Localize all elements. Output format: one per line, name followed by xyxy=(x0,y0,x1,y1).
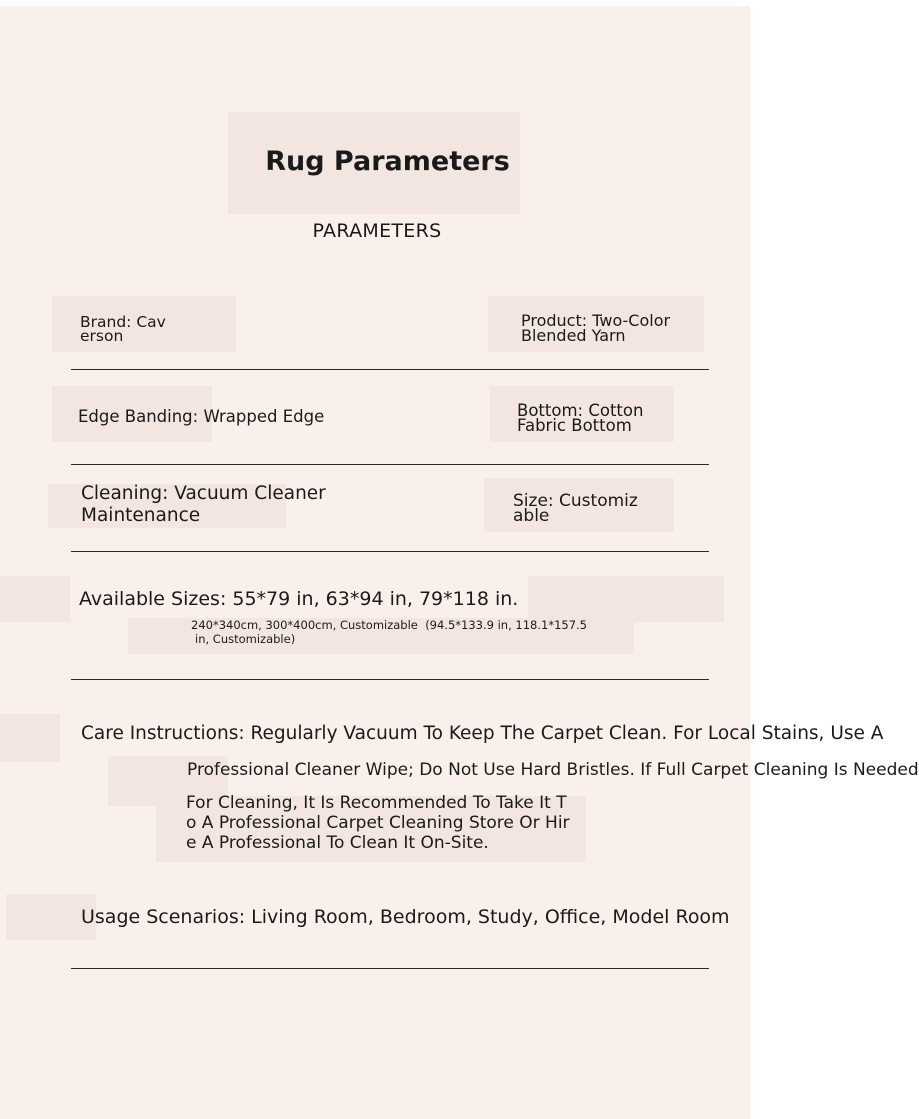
param-bottom: Bottom: Cotton Fabric Bottom xyxy=(517,401,644,435)
divider-2 xyxy=(71,464,709,465)
divider-5 xyxy=(71,968,709,969)
care-backdrop-left xyxy=(0,714,60,762)
param-brand: Brand: Caverson xyxy=(80,313,166,345)
param-size: Size: Customizable xyxy=(513,491,638,526)
divider-3 xyxy=(71,551,709,552)
section-subtitle: PARAMETERS xyxy=(312,220,442,242)
param-cleaning: Cleaning: Vacuum Cleaner Maintenance xyxy=(81,483,326,526)
care-instructions-line-1: Care Instructions: Regularly Vacuum To Keep The Carpet Clean. For Local Stains, Use A xyxy=(81,723,884,744)
parameter-sheet xyxy=(0,6,919,1119)
divider-1 xyxy=(71,369,709,370)
param-product: Product: Two-Color Blended Yarn xyxy=(521,311,671,345)
care-instructions-line-3: For Cleaning, It Is Recommended To Take It To A Professional Carpet Cleaning Store Or Hire A Professional To Clean It On-Site. xyxy=(186,793,570,853)
available-sizes-note-2: in, Customizable) xyxy=(195,632,296,646)
usage-scenarios: Usage Scenarios: Living Room, Bedroom, Study, Office, Model Room xyxy=(81,906,730,928)
care-instructions-line-2: Professional Cleaner Wipe; Do Not Use Hard Bristles. If Full Carpet Cleaning Is Needed xyxy=(187,760,919,780)
available-sizes-note-1: 240*340cm, 300*400cm, Customizable (94.5*133.9 in, 118.1*157.5 xyxy=(191,618,587,632)
page-title: Rug Parameters xyxy=(265,146,510,177)
available-sizes: Available Sizes: 55*79 in, 63*94 in, 79*118 in. xyxy=(79,588,519,610)
available-backdrop-right xyxy=(528,576,724,622)
available-backdrop-left xyxy=(0,576,70,622)
param-edge-banding: Edge Banding: Wrapped Edge xyxy=(78,407,325,426)
divider-4 xyxy=(71,679,709,680)
